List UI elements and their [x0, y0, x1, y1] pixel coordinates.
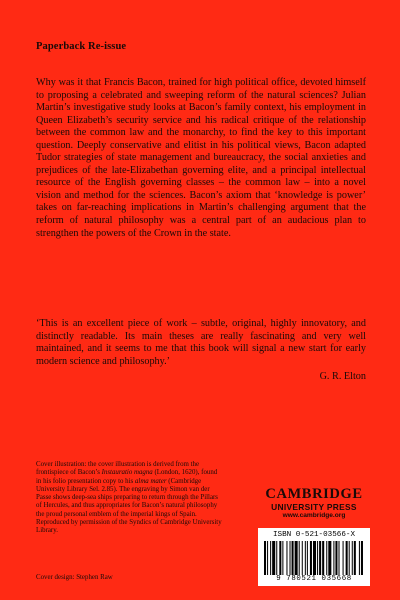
barcode-bar — [282, 541, 283, 575]
barcode-bar — [322, 541, 324, 575]
barcode-bar — [307, 541, 308, 575]
cover-note-alma-mater: alma mater — [134, 477, 167, 485]
barcode-bar — [272, 541, 275, 575]
barcode-bar — [264, 541, 266, 575]
barcode-bar — [286, 541, 287, 575]
barcode-bar — [276, 541, 277, 575]
barcode-bar — [290, 541, 291, 575]
barcode-bar — [349, 541, 350, 575]
publisher-name: CAMBRIDGE — [265, 486, 363, 502]
cover-note-text-3: (Cambridge University Library Sel. 2.85). The engraving by Simon van der Passe shows deep-sea ships preparing to return through the Pillars of Hercules, and thus appropriates for Bacon’s natural philosophy the proud personal emblem of the imperial kings of Spain. Reproduced by permission of the Syndics of Cambridge University Library. — [36, 477, 222, 535]
barcode-bar — [338, 541, 339, 575]
publisher-logo — [258, 487, 370, 520]
isbn-label: ISBN 0-521-03566-X — [272, 531, 356, 539]
barcode-bar — [317, 541, 318, 575]
barcode-bar — [305, 541, 306, 575]
cover-illustration-note — [36, 461, 224, 536]
barcode-panel — [258, 528, 370, 586]
cover-note-text-2: (London, 1620), found in his folio presentation copy to his — [36, 469, 218, 485]
publisher-subtitle: UNIVERSITY PRESS — [271, 502, 357, 512]
cover-note-text-1: Cover illustration: the cover illustration is derived from the frontispiece of Bacon’s — [36, 461, 200, 477]
barcode-bar — [299, 541, 300, 575]
barcode-bar — [354, 541, 356, 575]
cover-note-book-title: Instauratio magna — [101, 469, 153, 477]
barcode-bar — [302, 541, 303, 575]
barcode-bar — [267, 541, 268, 575]
barcode-bar — [328, 541, 331, 575]
publisher-url: www.cambridge.org — [282, 512, 346, 519]
barcode-bar — [319, 541, 321, 575]
barcode-icon — [264, 541, 364, 575]
barcode-bar — [313, 541, 316, 575]
barcode-digits: 9 780521 035668 — [276, 575, 352, 583]
barcode-bar — [361, 541, 363, 575]
quote-attribution: G. R. Elton — [319, 371, 366, 382]
barcode-bar — [352, 541, 353, 575]
barcode-bar — [310, 541, 312, 575]
barcode-bar — [359, 541, 360, 575]
cover-design-credit: Cover design: Stephen Raw — [36, 574, 113, 581]
book-description: Why was it that Francis Bacon, trained for high political office, devoted himself to proposing a celebrated and sweeping reform of the natural sciences? Julian Martin’s investigative study looks at Bacon’s family context, his employment in Queen Elizabeth’s security service and his radical critique of the relationship between the common law and the monarchy, to find the key to this important question. Deeply conservative and elitist in his political views, Bacon adapted Tudor strategies of state management and bureaucracy, the social anxieties and prejudices of the late-Elizabethan governing elite, and a principal intellectual resource of the English governing classes – the common law – into a novel vision and method for the sciences. Bacon’s axiom that ‘knowledge is power’ takes on far-reaching implications in Martin’s challenging argument that the reform of natural philosophy was a central part of an audacious plan to strengthen the powers of the Crown in the state. — [36, 77, 366, 239]
barcode-bar — [333, 541, 334, 575]
barcode-bar — [335, 541, 337, 575]
barcode-bar — [270, 541, 271, 575]
barcode-bar — [326, 541, 327, 575]
barcode-bar — [279, 541, 281, 575]
reissue-heading: Paperback Re-issue — [36, 41, 127, 52]
barcode-bar — [343, 541, 344, 575]
barcode-bar — [346, 541, 348, 575]
barcode-bar — [295, 541, 298, 575]
review-quote: ‘This is an excellent piece of work – subtle, original, highly innovatory, and distinctly readable. Its main theses are really fascinating and very well maintained, and it seems to me that this book will signal a new start for early modern science and philosophy.’ — [36, 318, 366, 367]
barcode-bar — [292, 541, 294, 575]
